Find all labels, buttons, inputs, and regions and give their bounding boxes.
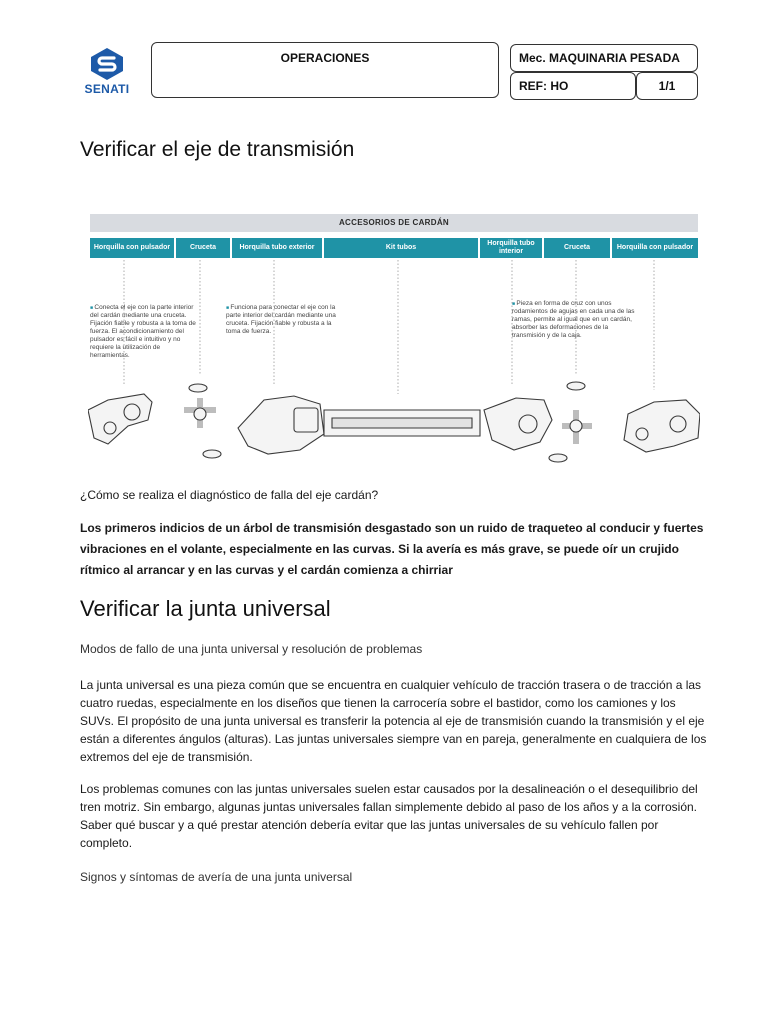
cardan-accessories-diagram [88, 214, 700, 470]
category-cruceta-2: Cruceta [544, 238, 610, 258]
ref-label: REF: HO [519, 79, 569, 93]
diagnosis-answer: Los primeros indicios de un árbol de transmisión desgastado son un ruido de traqueteo al conducir y fuertes vibraciones en el volante, especialmente en las curvas. Si la avería es más grave, se puede oír un crujido rítmico al arrancar y en las curvas y el cardán comienza a chirriar [80, 521, 704, 577]
universal-joint-paragraph-1: La junta universal es una pieza común que se encuentra en cualquier vehículo de tracción trasera o de tracción a las cuatro ruedas, especialmente en los diseños que tienen la carrocería sobre el bastidor, como los camiones y los SUVs. El propósito de una junta universal es transferir la potencia al eje de transmisión cuando la transmisión y el eje están a diferentes ángulos (alturas). Las juntas universales siempre van en pareja, generalmente en cualquiera de los extremos del eje de transmisión. [80, 678, 707, 764]
operations-label: OPERACIONES [280, 51, 370, 65]
note-horquilla-pulsador: ■ Conecta el eje con la parte interior del cardán mediante una cruceta. Fijación fiable y robusta a la toma de fuerza. El acondicionamiento del pulsador es fácil e intuitivo y no requiere la utilización de herramientas. [90, 304, 200, 360]
universal-joint-paragraph-2: Los problemas comunes con las juntas universales suelen estar causados por la desalineación o el desequilibrio del tren motriz. Sin embargo, algunas juntas universales fallan simplemente debido al paso de los años y a la corrosión. Saber qué buscar y a qué prestar atención debería evitar que las juntas universales de su vehículo fallen por completo. [80, 782, 698, 850]
page-label: 1/1 [658, 79, 676, 93]
diagram-title: ACCESORIOS DE CARDÁN [90, 214, 698, 232]
course-box [510, 44, 698, 72]
logo [82, 46, 132, 96]
category-cruceta-1: Cruceta [176, 238, 230, 258]
category-horquilla-tubo-exterior: Horquilla tubo exterior [232, 238, 322, 258]
note-horquilla-tubo-exterior: ■ Funciona para conectar el eje con la parte interior del cardán mediante una cruceta. Fijación fiable y robusta a la toma de fuerza. [226, 304, 338, 336]
category-horquilla-pulsador-2: Horquilla con pulsador [612, 238, 698, 258]
failure-signs-heading: Signos y síntomas de avería de una junta universal [80, 870, 353, 884]
section2-subtitle: Modos de fallo de una junta universal y resolución de problemas [80, 642, 423, 656]
category-horquilla-tubo-interior: Horquilla tubo interior [480, 238, 542, 258]
senati-logo-icon [82, 46, 132, 82]
note-cruceta: ■ Pieza en forma de cruz con unos rodamientos de agujas en cada una de las ramas, permite al igual que en un cardán, absorber las deformaciones de la transmisión y de la caja. [512, 300, 636, 340]
logo-text: SENATI [84, 82, 130, 96]
diagnosis-question: ¿Cómo se realiza el diagnóstico de falla del eje cardán? [80, 488, 379, 502]
page-box [636, 72, 698, 100]
section-title-transmission: Verificar el eje de transmisión [80, 138, 355, 161]
category-horquilla-pulsador-1: Horquilla con pulsador [90, 238, 174, 258]
category-kit-tubos: Kit tubos [324, 238, 478, 258]
operations-box [151, 42, 499, 98]
ref-box [510, 72, 636, 100]
section-title-universal-joint: Verificar la junta universal [80, 596, 331, 621]
course-label: Mec. MAQUINARIA PESADA [519, 51, 680, 65]
